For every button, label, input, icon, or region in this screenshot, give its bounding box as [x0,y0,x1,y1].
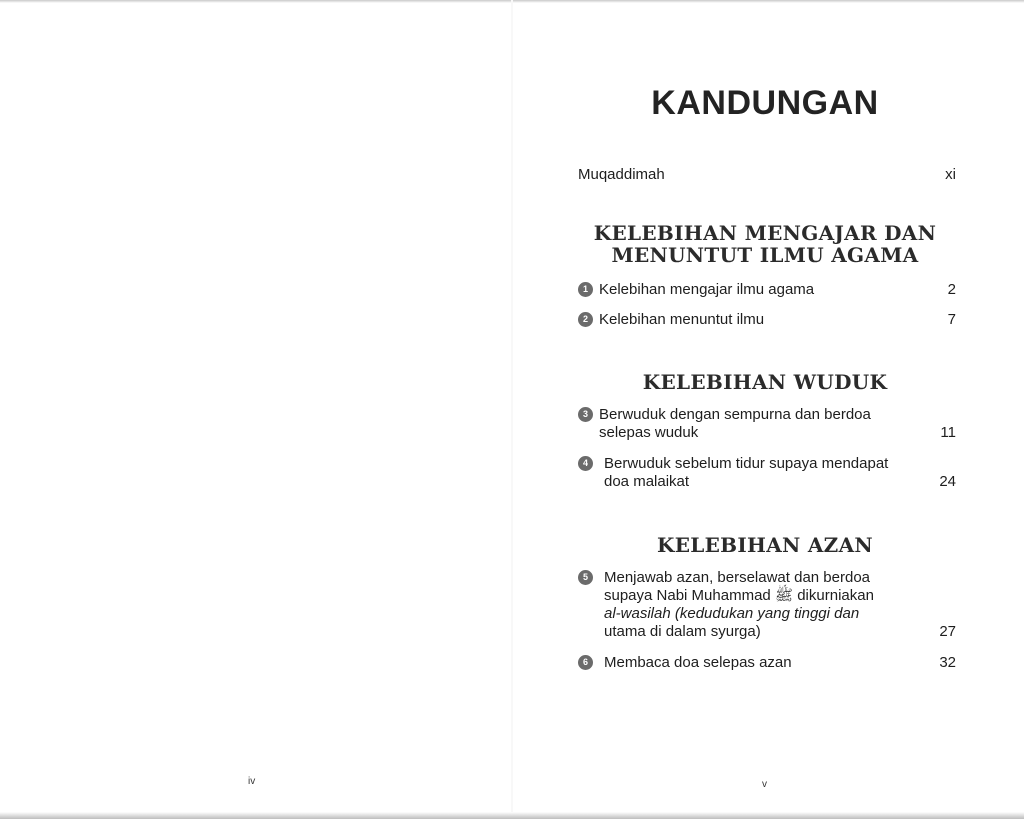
section-heading [590,222,940,266]
toc-entry-page: 11 [940,424,956,441]
toc-entry-line: Menjawab azan, berselawat dan berdoa [604,569,871,586]
toc-entry-label: Muqaddimah [578,166,665,183]
toc-entry-line: selepas wuduk [599,424,699,441]
left-page-number: iv [248,776,256,787]
toc-entry-line: utama di dalam syurga) [604,623,761,640]
section-heading [590,534,940,556]
section-heading [590,371,940,393]
toc-entry-page: xi [945,166,956,183]
chapter-number-badge: 2 [578,312,593,327]
chapter-number-badge: 6 [578,655,593,670]
toc-entry-page: 24 [939,473,956,490]
toc-entry-page: 27 [939,623,956,640]
chapter-number-badge: 5 [578,570,593,585]
toc-entry-line: Kelebihan menuntut ilmu [599,311,765,328]
toc-entry-page: 2 [947,281,956,298]
chapter-number-badge: 3 [578,407,593,422]
toc-entry-line: Kelebihan mengajar ilmu agama [599,281,815,298]
toc-entry-line: doa malaikat [604,473,690,490]
toc-entry-line: Berwuduk sebelum tidur supaya mendapat [604,455,889,472]
toc-entry-line: Membaca doa selepas azan [604,654,792,671]
toc-entry-page: 32 [939,654,956,671]
toc-entry-line: Berwuduk dengan sempurna dan berdoa [599,406,871,423]
section-heading-line: KELEBIHAN AZAN [657,533,873,557]
section-heading-line: KELEBIHAN MENGAJAR DAN [593,221,937,245]
page-title: KANDUNGAN [651,84,879,122]
section-heading-line: KELEBIHAN WUDUK [642,370,888,394]
section-heading-line: MENUNTUT ILMU AGAMA [611,243,919,267]
toc-entry-page: 7 [947,311,956,328]
toc-entry-line: al-wasilah (kedudukan yang tinggi dan [604,605,860,622]
chapter-number-badge: 1 [578,282,593,297]
chapter-number-badge: 4 [578,456,593,471]
right-page-number: v [762,779,767,790]
toc-entry-line: supaya Nabi Muhammad ﷺ dikurniakan [604,587,874,604]
